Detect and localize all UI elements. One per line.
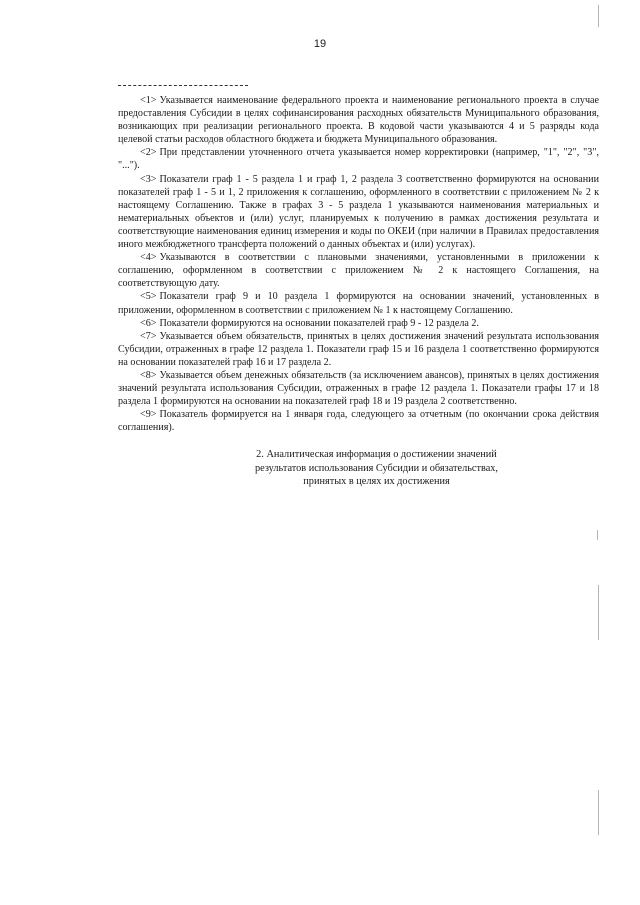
footnote-separator xyxy=(118,85,248,86)
footnote-text: При представлении уточненного отчета указывается номер корректировки (например, "1", "2", "3", "..."). xyxy=(118,147,599,172)
footnote-text: Указываются в соответствии с плановыми значениями, установленными в приложении к соглашению, оформленном в соответствии с приложением № 2 к настоящего Соглашения, на соответствующую дату. xyxy=(118,252,599,290)
footnote-mark: <9> xyxy=(140,409,157,421)
footnote-2 xyxy=(118,146,599,172)
footnote-mark: <4> xyxy=(140,252,157,264)
footnote-text: Показатель формируется на 1 января года, следующего за отчетным (по окончании срока действия соглашения). xyxy=(118,409,599,434)
footnote-mark: <1> xyxy=(140,95,157,106)
footnote-mark: <2> xyxy=(140,147,157,159)
footnote-5 xyxy=(118,290,599,316)
footnote-text: Показатели граф 1 - 5 раздела 1 и граф 1, 2 раздела 3 соответственно формируются на основании показателей граф 1 - 5 и 1, 2 приложения к соглашению, оформленного в соответствии с приложением № 2 к настоящему Соглашению. Также в графах 3 - 5 раздела 1 указываются наименования материальных и нематериальных объектов и (или) услуг, планируемых к получению в рамках достижения результата и соответствующие наименования единиц измерения и коды по ОКЕИ (при наличии в Правилах предоставления иного межбюджетного трансферта положений о данных объектах и (или) услугах). xyxy=(118,173,599,251)
scan-edge-mark xyxy=(598,5,599,27)
footnote-8 xyxy=(118,369,599,408)
footnote-3 xyxy=(118,173,599,252)
footnote-mark: <3> xyxy=(140,173,157,185)
scan-edge-mark xyxy=(598,585,599,640)
footnotes-block xyxy=(118,80,599,488)
footnote-text: Указывается наименование федерального проекта и наименование регионального проекта в случае предоставления Субсидии в целях софинансирования расходных обязательств Муниципального образования, возникающих при реализации регионального проекта. В кодовой части указываются 4 и 5 разряды кода целевой статьи расходов областного бюджета и бюджета Муниципального образования. xyxy=(118,95,599,146)
footnote-text: Указывается объем денежных обязательств (за исключением авансов), принятых в целях достижения значений результата использования Субсидии, отраженных в графе 12 раздела 1. Показатели графы 17 и 18 раздела 1 формируются на основании на показателей граф 18 и 19 раздела 2 соответственно. xyxy=(118,369,599,408)
section-heading-line: результатов использования Субсидии и обязательствах, xyxy=(254,462,499,474)
footnote-6 xyxy=(118,317,599,330)
footnote-text: Показатели граф 9 и 10 раздела 1 формируются на основании значений, установленных в приложении, оформленном в соответствии с приложением № 1 к настоящему Соглашению. xyxy=(118,291,599,316)
footnote-mark: <7> xyxy=(140,330,157,342)
footnote-7 xyxy=(118,330,599,369)
footnote-4 xyxy=(118,251,599,290)
footnote-mark: <8> xyxy=(140,369,157,381)
section-heading xyxy=(118,448,599,488)
footnote-text: Показатели формируются на основании показателей граф 9 - 12 раздела 2. xyxy=(159,317,479,329)
page-number: 19 xyxy=(313,38,327,50)
footnote-1 xyxy=(118,94,599,146)
scan-edge-mark xyxy=(597,530,598,540)
footnote-mark: <6> xyxy=(140,317,157,329)
section-heading-line: принятых в целях их достижения xyxy=(303,475,450,487)
footnote-mark: <5> xyxy=(140,291,157,303)
scan-edge-mark xyxy=(598,790,599,835)
footnote-text: Указывается объем обязательств, принятых в целях достижения значений результата использования Субсидии, отраженных в графе 12 раздела 1. Показатели граф 15 и 16 раздела 1 соответственно формируются на основании показателей граф 16 и 17 раздела 2. xyxy=(118,330,599,368)
section-heading-line: 2. Аналитическая информация о достижении значений xyxy=(256,449,497,461)
footnote-9 xyxy=(118,408,599,434)
